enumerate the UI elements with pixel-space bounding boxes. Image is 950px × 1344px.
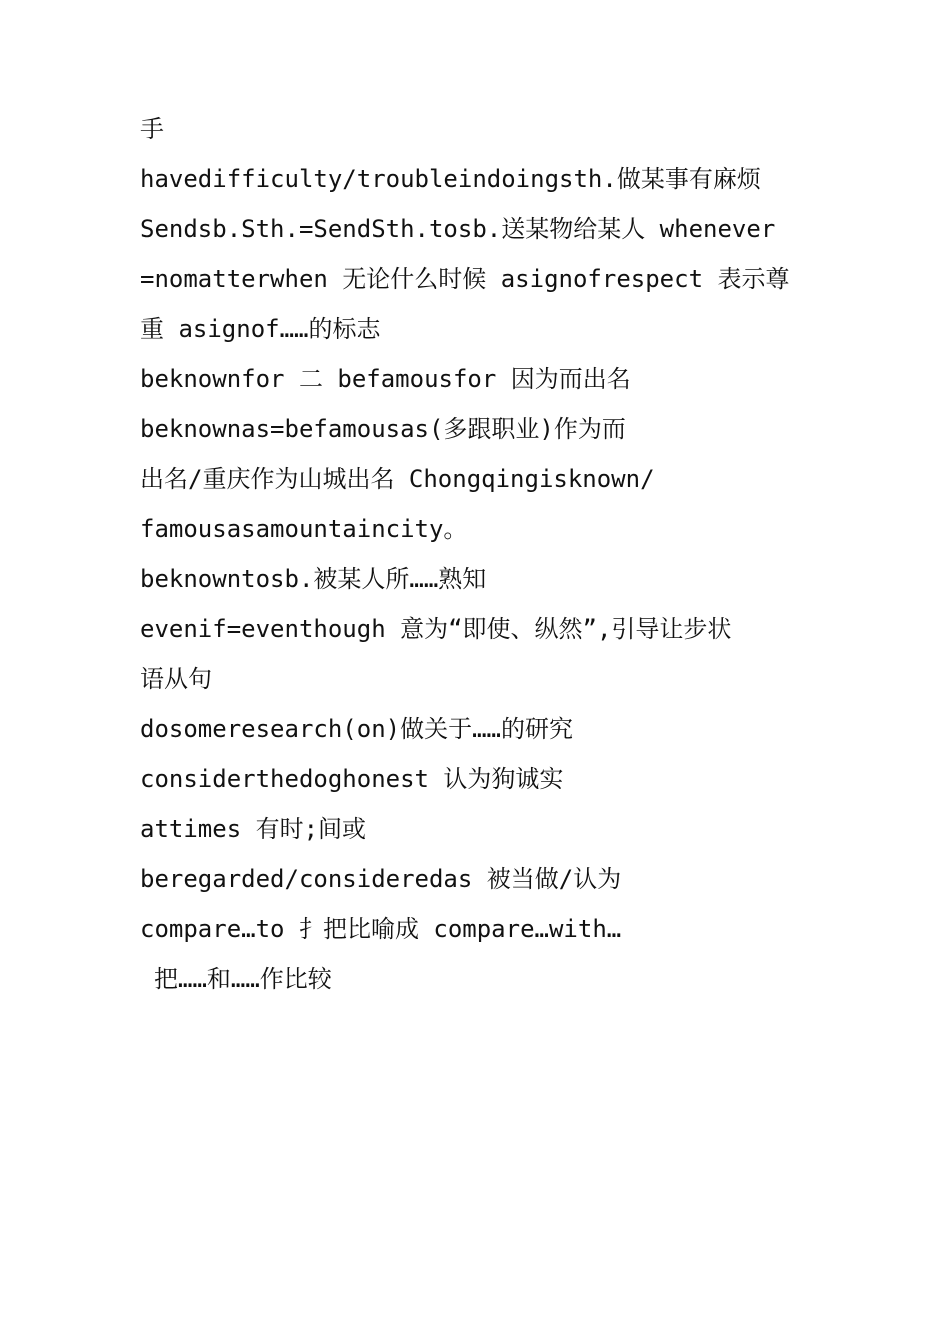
text-line: 语从句 bbox=[140, 665, 212, 693]
text-line: compare…to 扌把比喻成 compare…with… bbox=[140, 915, 622, 943]
document-body bbox=[140, 104, 820, 1004]
text-line: famousasamountaincity。 bbox=[140, 515, 468, 543]
text-line: beknownfor 二 befamousfor 因为而出名 bbox=[140, 365, 631, 393]
text-line: evenif=eventhough 意为“即使、纵然”,引导让步状 bbox=[140, 615, 732, 643]
text-line: 手 bbox=[140, 115, 164, 143]
text-line: 重 asignof……的标志 bbox=[140, 315, 381, 343]
text-line: beknownas=befamousas(多跟职业)作为而 bbox=[140, 415, 626, 443]
text-line: considerthedoghonest 认为狗诚实 bbox=[140, 765, 564, 793]
text-line: 出名/重庆作为山城出名 Chongqingisknown/ bbox=[140, 465, 655, 493]
text-line: =nomatterwhen 无论什么时候 asignofrespect 表示尊 bbox=[140, 265, 790, 293]
text-line: havedifficulty/troubleindoingsth.做某事有麻烦 bbox=[140, 165, 761, 193]
text-line: beknowntosb.被某人所……熟知 bbox=[140, 565, 487, 593]
text-line: Sendsb.Sth.=SendSth.tosb.送某物给某人 whenever bbox=[140, 215, 776, 243]
text-line: 把……和……作比较 bbox=[154, 965, 332, 993]
text-line: attimes 有时;间或 bbox=[140, 815, 367, 843]
text-line: beregarded/consideredas 被当做/认为 bbox=[140, 865, 622, 893]
text-line: dosomeresearch(on)做关于……的研究 bbox=[140, 715, 573, 743]
